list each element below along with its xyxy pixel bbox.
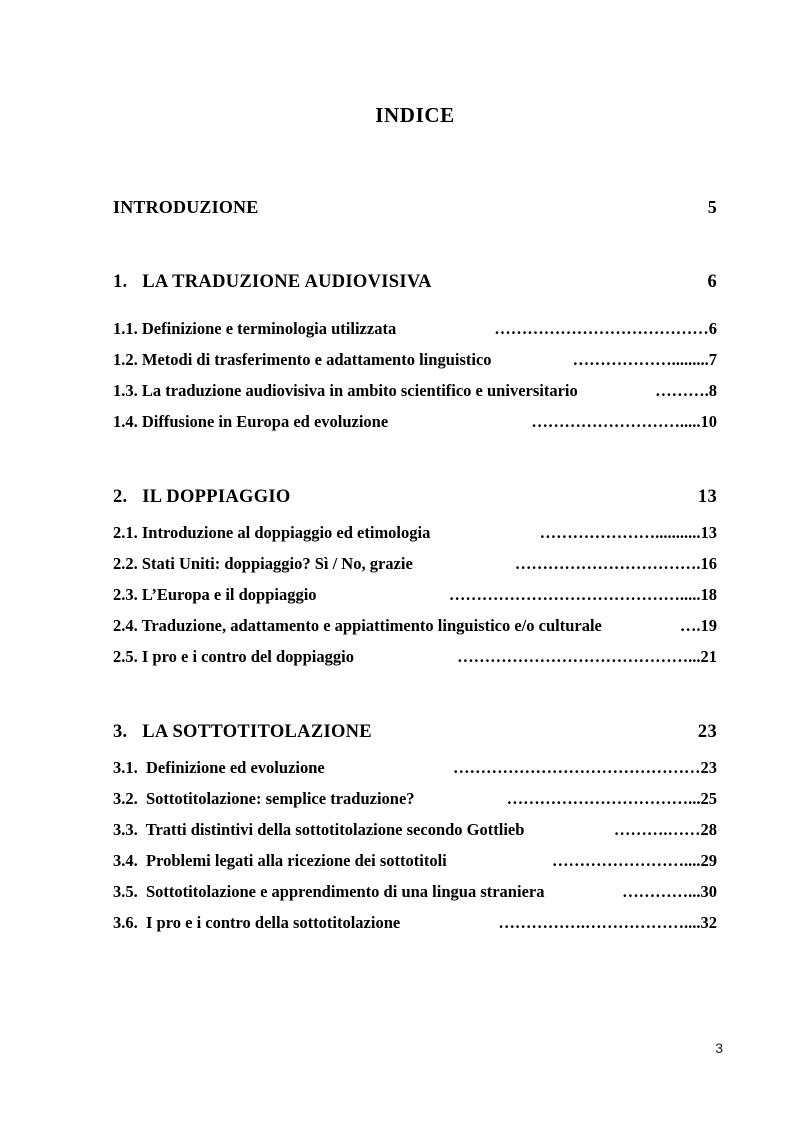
toc-chapter-title: LA TRADUZIONE AUDIOVISIVA: [142, 272, 432, 293]
toc-section-page: 6: [708, 319, 717, 339]
toc-section-entry[interactable]: [113, 375, 717, 406]
toc-chapter-3[interactable]: [113, 722, 717, 743]
toc-chapter-page: 13: [697, 487, 717, 508]
toc-section-line: [113, 783, 717, 814]
toc-section-page: 25: [700, 789, 717, 809]
toc-section-page: 16: [700, 554, 717, 574]
toc-section-entry[interactable]: [113, 406, 717, 437]
toc-section-page: 29: [700, 851, 717, 871]
toc-section-leader: …………………………….: [514, 554, 701, 574]
toc-section-leader: ……………………….....: [531, 412, 701, 432]
toc-section-page: 13: [700, 523, 717, 543]
toc-section-label: 3.6. I pro e i contro della sottotitolazione: [113, 913, 405, 933]
toc-section-label: 1.3. La traduzione audiovisiva in ambito scientifico e universitario: [113, 381, 582, 401]
toc-section-label: 3.1. Definizione ed evoluzione: [113, 758, 329, 778]
toc-section-entry[interactable]: [113, 344, 717, 375]
toc-section-page: 7: [708, 350, 717, 370]
toc-section-leader: …………………………………….....: [448, 585, 701, 605]
section-list: [113, 752, 717, 938]
toc-section-label: 3.2. Sottotitolazione: semplice traduzione?: [113, 789, 419, 809]
toc-chapter-number-gap: [127, 487, 142, 507]
toc-section-line: [113, 579, 717, 610]
toc-section-page: 19: [700, 616, 717, 636]
toc-section-leader: …………………...........: [539, 523, 701, 543]
toc-section-entry[interactable]: [113, 579, 717, 610]
toc-section-page: 32: [700, 913, 717, 933]
toc-section-page: 21: [700, 647, 717, 667]
toc-entry-introduzione[interactable]: [113, 197, 717, 218]
toc-section-label: 3.3. Tratti distintivi della sottotitolazione secondo Gottlieb: [113, 820, 529, 840]
toc-section-entry[interactable]: [113, 814, 717, 845]
toc-section-line: [113, 375, 717, 406]
toc-section-leader: ……………………………………...: [457, 647, 701, 667]
page-title: INDICE: [375, 103, 455, 127]
toc-section-label: 2.1. Introduzione al doppiaggio ed etimologia: [113, 523, 435, 543]
toc-entry-introduzione-label: INTRODUZIONE: [113, 197, 259, 218]
toc-chapter-label: [113, 272, 432, 293]
toc-section-entry[interactable]: [113, 610, 717, 641]
toc-section-entry[interactable]: [113, 517, 717, 548]
toc-section-line: [113, 344, 717, 375]
toc-chapter-page: 6: [707, 272, 717, 293]
toc-section-page: 8: [708, 381, 717, 401]
toc-section-label: 2.3. L’Europa e il doppiaggio: [113, 585, 321, 605]
toc-section-label: 1.4. Diffusione in Europa ed evoluzione: [113, 412, 413, 432]
toc-section-leader: ……….: [655, 381, 709, 401]
toc-section-leader: …………………………………: [494, 319, 709, 339]
toc-chapter-number-gap: [127, 272, 142, 292]
toc-section-label: 1.1. Definizione e terminologia utilizzata: [113, 319, 401, 339]
toc-section-page: 30: [700, 882, 717, 902]
toc-section-leader: ……….……: [613, 820, 701, 840]
toc-section-leader: ……………………....: [552, 851, 701, 871]
toc-entry-introduzione-page: 5: [707, 197, 717, 218]
toc-section-entry[interactable]: [113, 783, 717, 814]
toc-chapter-number: 1.: [113, 272, 128, 293]
toc-section-label: 3.4. Problemi legati alla ricezione dei sottotitoli: [113, 851, 451, 871]
toc-section-label: 3.5. Sottotitolazione e apprendimento di una lingua straniera: [113, 882, 549, 902]
toc-section-line: [113, 814, 717, 845]
toc-section-page: 28: [700, 820, 717, 840]
toc-chapter-title: IL DOPPIAGGIO: [142, 487, 291, 508]
toc-section-line: [113, 548, 717, 579]
toc-section-line: [113, 517, 717, 548]
toc-section-line: [113, 610, 717, 641]
toc-chapter-label: [113, 487, 291, 508]
toc-chapter-number: 2.: [113, 487, 128, 508]
toc-section-page: 10: [700, 412, 717, 432]
toc-section-label: 2.5. I pro e i contro del doppiaggio: [113, 647, 359, 667]
toc-section-entry[interactable]: [113, 548, 717, 579]
toc-section-label: 1.2. Metodi di trasferimento e adattamento linguistico: [113, 350, 496, 370]
toc-section-line: [113, 313, 717, 344]
toc-section-label: 2.4. Traduzione, adattamento e appiattimento linguistico e/o culturale: [113, 616, 606, 636]
section-list: [113, 313, 717, 437]
toc-content: [113, 0, 717, 938]
footer-page-number: 3: [715, 1040, 723, 1056]
toc-section-line: [113, 752, 717, 783]
toc-section-line: [113, 876, 717, 907]
toc-chapter-label: [113, 722, 372, 743]
toc-section-leader: …………….………………....: [498, 913, 701, 933]
toc-section-page: 18: [700, 585, 717, 605]
toc-chapter-number-gap: [127, 722, 142, 742]
toc-section-line: [113, 406, 717, 437]
toc-section-line: [113, 641, 717, 672]
toc-section-leader: ….: [679, 616, 701, 636]
toc-section-entry[interactable]: [113, 313, 717, 344]
toc-section-page: 23: [700, 758, 717, 778]
toc-section-leader: ……………….........: [572, 350, 709, 370]
toc-section-entry[interactable]: [113, 907, 717, 938]
toc-section-entry[interactable]: [113, 752, 717, 783]
toc-chapter-page: 23: [697, 722, 717, 743]
toc-section-entry[interactable]: [113, 845, 717, 876]
toc-section-leader: ………………………………………: [453, 758, 701, 778]
toc-section-line: [113, 845, 717, 876]
toc-chapter-title: LA SOTTOTITOLAZIONE: [142, 722, 372, 743]
toc-section-entry[interactable]: [113, 641, 717, 672]
toc-section-line: [113, 907, 717, 938]
toc-chapter-2[interactable]: [113, 487, 717, 508]
toc-section-entry[interactable]: [113, 876, 717, 907]
toc-chapter-number: 3.: [113, 722, 128, 743]
section-list: [113, 517, 717, 672]
toc-chapter-1[interactable]: [113, 272, 717, 293]
toc-section-leader: …………...: [622, 882, 701, 902]
chapter-list: [113, 272, 717, 938]
toc-section-label: 2.2. Stati Uniti: doppiaggio? Sì / No, grazie: [113, 554, 417, 574]
toc-section-leader: ……………………………...: [506, 789, 701, 809]
